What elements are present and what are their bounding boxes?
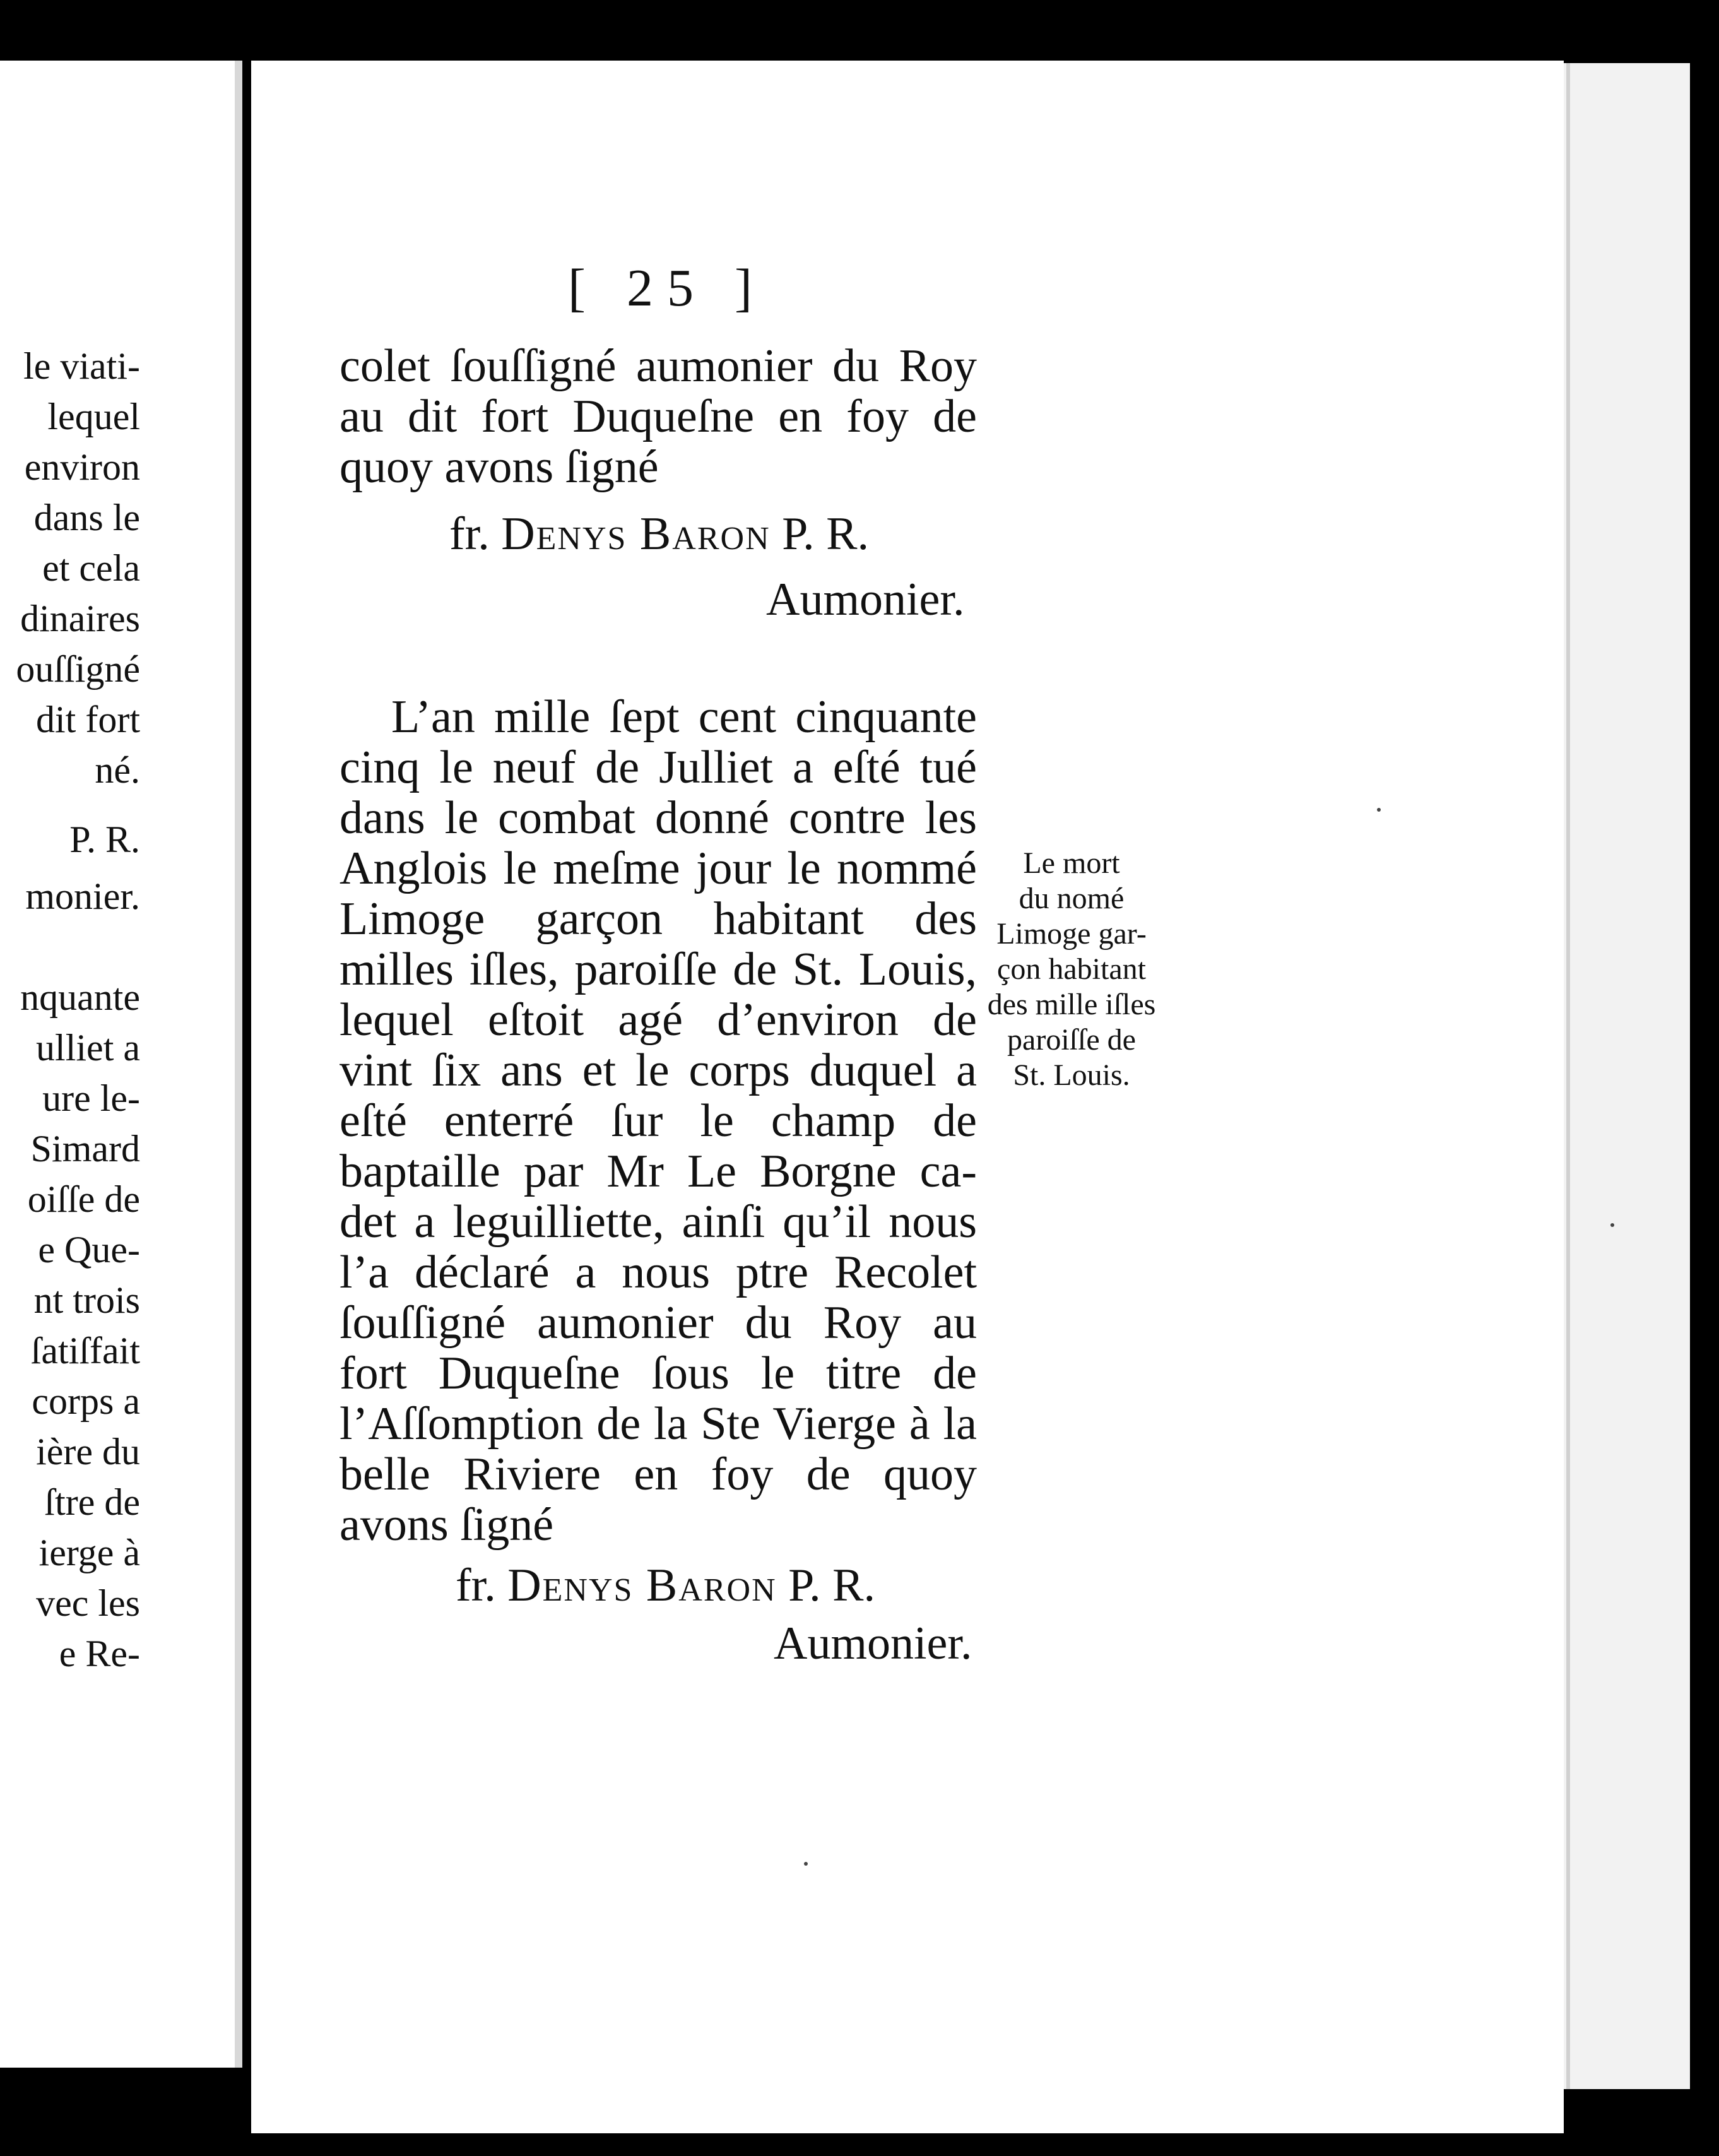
margin-note-line: Le mort [1023, 846, 1120, 880]
signature-suffix: P. R. [788, 1560, 875, 1611]
entry-1-line: quoy avons ſigné [340, 441, 659, 493]
entry-1-signature-title: Aumonier. [766, 574, 965, 625]
entry-2-line: baptaille par Mr Le Borgne ca- [340, 1146, 977, 1197]
entry-2-line: fort Duqueſne ſous le titre de [340, 1348, 977, 1399]
entry-2-line: L’an mille ſept cent cinquante [391, 691, 977, 743]
entry-2-line: vint ſix ans et le corps duquel a [340, 1045, 977, 1096]
page-gutter [235, 61, 242, 2068]
facing-page-line: e Que- [38, 1229, 140, 1270]
paper-speck [1377, 808, 1381, 812]
facing-page-line: ure le- [42, 1077, 140, 1119]
signature-name: Denys Baron [507, 1560, 777, 1611]
facing-page-line: environ [24, 446, 140, 488]
margin-note-line: St. Louis. [1013, 1058, 1130, 1092]
facing-page-line: dinaires [20, 598, 140, 639]
facing-page-line: corps a [32, 1380, 140, 1422]
entry-2-line: milles iſles, paroiſſe de St. Louis, [340, 944, 977, 995]
facing-page-line: Simard [30, 1128, 140, 1170]
margin-note-line: du nomé [1019, 882, 1125, 915]
entry-2-line: avons ſigné [340, 1499, 554, 1551]
facing-page-line: ouſſigné [16, 648, 140, 690]
facing-page-line: monier. [25, 875, 140, 917]
paper-speck [804, 1862, 808, 1866]
paper-speck [1610, 1223, 1614, 1227]
facing-page-line: né. [95, 749, 140, 791]
page-stack-edge [1564, 63, 1690, 2089]
page-number: [ 25 ] [568, 259, 766, 317]
facing-page-line: dit fort [36, 699, 140, 740]
entry-1-line: au dit fort Duqueſne en foy de [340, 391, 977, 442]
entry-2-signature-title: Aumonier. [774, 1618, 972, 1669]
entry-2-line: dans le combat donné contre les [340, 792, 977, 844]
facing-page-line: ſtre de [44, 1481, 140, 1523]
facing-page-line: vec les [36, 1582, 140, 1624]
facing-page-line: ierge à [38, 1532, 140, 1573]
entry-2-line: lequel eſtoit agé d’environ de [340, 994, 977, 1046]
entry-2-line: det a leguilliette, ainſi qu’il nous [340, 1196, 977, 1248]
facing-page-line: lequel [47, 396, 140, 437]
entry-2-line: ſouſſigné aumonier du Roy au [340, 1297, 977, 1349]
entry-2-line: belle Riviere en foy de quoy [340, 1448, 977, 1500]
margin-note-line: çon habitant [997, 952, 1146, 986]
signature-suffix: P. R. [782, 508, 869, 560]
signature-prefix: fr. [449, 508, 490, 560]
margin-note-line: des mille iſles [987, 988, 1156, 1021]
facing-page-line: dans le [33, 497, 140, 538]
signature-name: Denys Baron [501, 508, 771, 560]
signature-prefix: fr. [456, 1560, 496, 1611]
facing-page-line: et cela [42, 547, 140, 589]
entry-2-line: l’Aſſomption de la Ste Vierge à la [340, 1398, 977, 1450]
entry-1-signature [449, 509, 869, 559]
facing-page-line: P. R. [69, 819, 140, 860]
page-edge-line [1566, 63, 1570, 2089]
entry-2-line: Anglois le meſme jour le nommé [340, 843, 977, 894]
margin-note-line: Limoge gar- [996, 917, 1147, 951]
entry-2-line: eſté enterré ſur le champ de [340, 1095, 977, 1147]
facing-page [0, 61, 235, 2068]
entry-2-signature [456, 1560, 875, 1611]
margin-note-line: paroiſſe de [1007, 1023, 1136, 1057]
entry-2-line: l’a déclaré a nous ptre Recolet [340, 1247, 977, 1298]
entry-2-line: cinq le neuf de Julliet a eſté tué [340, 742, 977, 793]
facing-page-line: nquante [20, 976, 140, 1018]
entry-1-line: colet ſouſſigné aumonier du Roy [340, 340, 977, 392]
facing-page-line: e Re- [59, 1633, 140, 1674]
facing-page-line: ulliet a [36, 1027, 140, 1069]
facing-page-line: ſatiſfait [30, 1330, 140, 1371]
facing-page-line: ière du [36, 1431, 140, 1472]
facing-page-line: le viati- [23, 345, 140, 387]
facing-page-line: oiſſe de [27, 1178, 140, 1220]
entry-2-line: Limoge garçon habitant des [340, 893, 977, 945]
facing-page-line: nt trois [33, 1279, 140, 1321]
